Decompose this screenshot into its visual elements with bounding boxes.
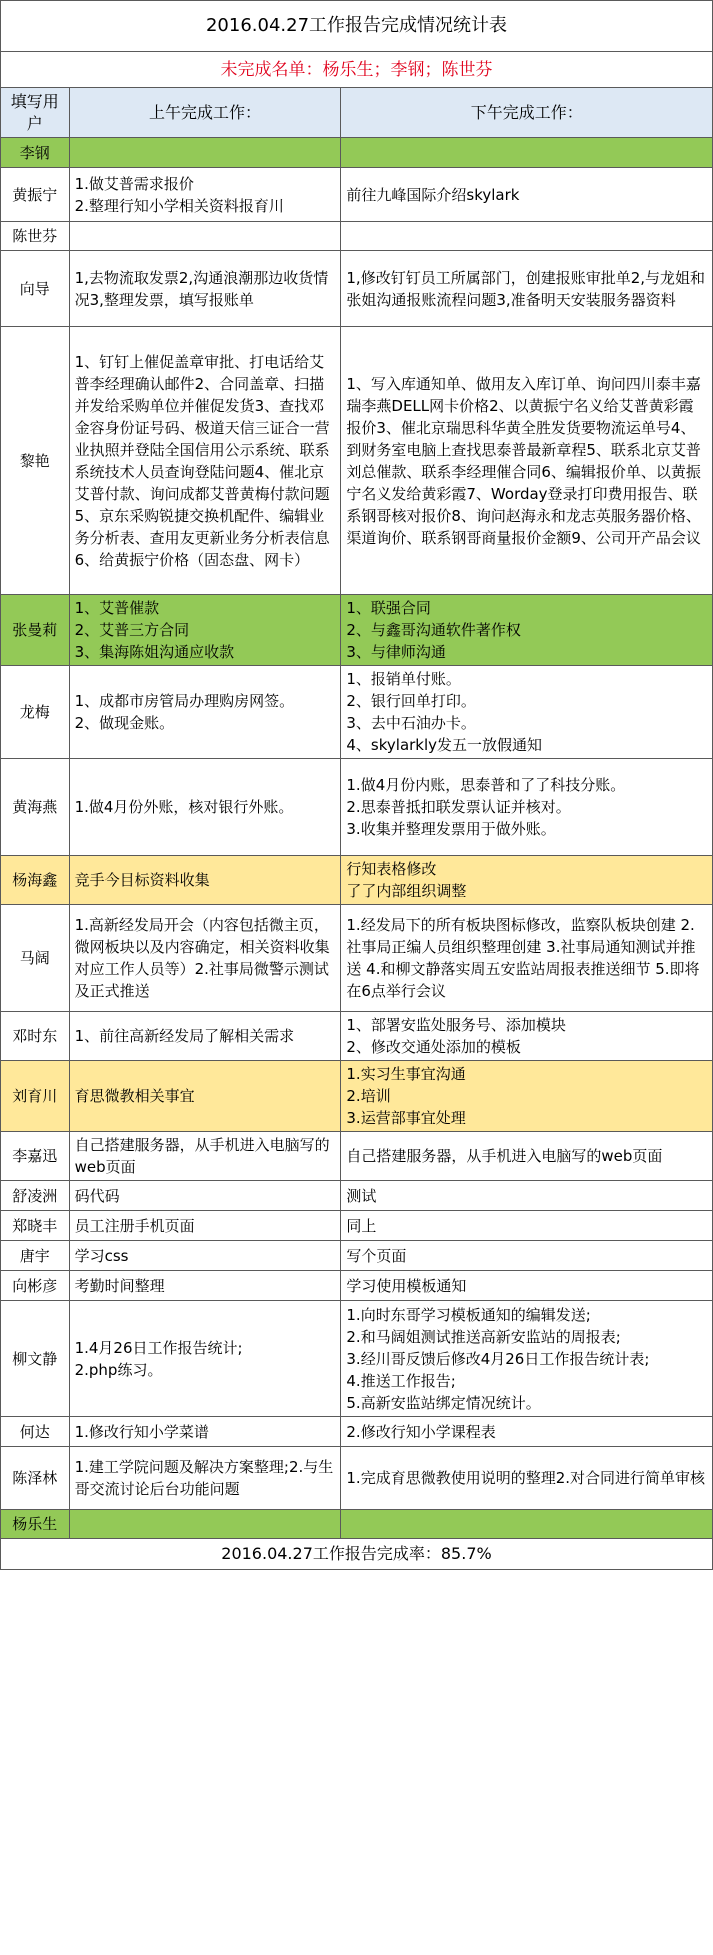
employee-name: 黎艳 [1, 327, 70, 595]
task-line: 2、做现金账。 [74, 714, 175, 732]
morning-tasks [69, 1510, 341, 1539]
task-line: 1、成都市房管局办理购房网签。 [74, 692, 295, 710]
task-line: 4.推送工作报告; [346, 1371, 456, 1390]
task-line: 1.做4月份内账，思泰普和了了科技分账。 [346, 776, 626, 794]
table-row [1, 327, 713, 595]
afternoon-tasks [341, 1447, 713, 1510]
task-line: 学习使用模板通知 [346, 1276, 467, 1295]
header-morning: 上午完成工作： [69, 88, 341, 138]
task-line: 2.整理行知小学相关资料报育川 [74, 196, 284, 215]
task-line: 1、钉钉上催促盖章审批、打电话给艾普李经理确认邮件2、合同盖章、扫描并发给采购单位并催促发货3、查找邓金容身份证号码、极道天信三证合一营业执照并登陆全国信用公示系统、联系系统技术人员查询登陆问题4、催北京艾普付款、询问成都艾普黄梅付款问题5、京东采购锐捷交换机配件、编辑业务分析表、查用友更新业务分析表信息6、给黄振宁价格（固态盘、网卡） [74, 352, 330, 569]
table-row [1, 1510, 713, 1539]
task-line: 2.思泰普抵扣联发票认证并核对。 [346, 798, 571, 816]
task-line: 1.高新经发局开会（内容包括微主页，微网板块以及内容确定，相关资料收集对应工作人员等）2.社事局微警示测试及正式推送 [74, 916, 330, 1000]
afternoon-tasks [341, 1132, 713, 1181]
morning-tasks [69, 759, 341, 856]
task-line: 行知表格修改 [346, 860, 437, 878]
morning-tasks [69, 1132, 341, 1181]
task-line: 3、集海陈姐沟通应收款 [74, 643, 235, 661]
afternoon-tasks [341, 327, 713, 595]
morning-tasks [69, 1061, 341, 1132]
morning-tasks [69, 251, 341, 327]
task-line: 1.修改行知小学菜谱 [74, 1422, 209, 1441]
table-row [1, 666, 713, 759]
task-line: 1、部署安监处服务号、添加模块 [346, 1016, 566, 1034]
morning-tasks [69, 327, 341, 595]
task-line: 2、艾普三方合同 [74, 621, 190, 639]
task-line: 1、艾普催款 [74, 599, 160, 617]
task-line: 4、skylarkly发五一放假通知 [346, 736, 543, 754]
task-line: 1,去物流取发票2,沟通浪潮那边收货情况3,整理发票，填写报账单 [74, 268, 329, 309]
table-row [1, 1012, 713, 1061]
task-line: 3.收集并整理发票用于做外账。 [346, 820, 556, 838]
employee-name: 龙梅 [1, 666, 70, 759]
table-row [1, 1301, 713, 1417]
afternoon-tasks [341, 1181, 713, 1211]
table-row [1, 168, 713, 222]
table-row [1, 1271, 713, 1301]
morning-tasks [69, 222, 341, 251]
task-line: 2、银行回单打印。 [346, 692, 476, 710]
table-row [1, 1447, 713, 1510]
task-line: 3.运营部事宜处理 [346, 1109, 466, 1127]
task-line: 2、修改交通处添加的模板 [346, 1038, 521, 1056]
table-row [1, 1132, 713, 1181]
afternoon-tasks [341, 1271, 713, 1301]
afternoon-tasks [341, 666, 713, 759]
task-line: 测试 [346, 1186, 377, 1205]
task-line: 5.高新安监站绑定情况统计。 [346, 1393, 541, 1412]
afternoon-tasks [341, 1510, 713, 1539]
task-line: 1、报销单付账。 [346, 670, 461, 688]
task-line: 2.php练习。 [74, 1360, 163, 1379]
employee-name: 李钢 [1, 138, 70, 168]
morning-tasks [69, 856, 341, 905]
task-line: 员工注册手机页面 [74, 1216, 195, 1235]
task-line: 3、与律师沟通 [346, 643, 446, 661]
afternoon-tasks [341, 251, 713, 327]
morning-tasks [69, 1012, 341, 1061]
task-line: 2.培训 [346, 1087, 391, 1105]
missing-list: 未完成名单：杨乐生；李钢；陈世芬 [1, 52, 713, 88]
task-line: 了了内部组织调整 [346, 882, 467, 900]
task-line: 码代码 [74, 1186, 120, 1205]
task-line: 前往九峰国际介绍skylark [346, 185, 520, 204]
afternoon-tasks [341, 595, 713, 666]
morning-tasks [69, 595, 341, 666]
employee-name: 杨乐生 [1, 1510, 70, 1539]
afternoon-tasks [341, 759, 713, 856]
table-row [1, 1241, 713, 1271]
table-row [1, 1181, 713, 1211]
task-line: 1,修改钉钉员工所属部门，创建报账审批单2,与龙姐和张姐沟通报账流程问题3,准备明天安装服务器资料 [346, 268, 706, 309]
employee-name: 邓时东 [1, 1012, 70, 1061]
employee-name: 柳文静 [1, 1301, 70, 1417]
report-title: 2016.04.27工作报告完成情况统计表 [1, 1, 713, 52]
employee-name: 唐宇 [1, 1241, 70, 1271]
task-line: 竞手今目标资料收集 [74, 871, 210, 889]
task-line: 2、与鑫哥沟通软件著作权 [346, 621, 521, 639]
task-line: 1、写入库通知单、做用友入库订单、询问四川泰丰嘉瑞李燕DELL网卡价格2、以黄振宁名义给艾普黄彩霞报价3、催北京瑞思科华黄全胜发货要物流运单号4、到财务室电脑上查找思泰普最新章程5、联系北京艾普刘总催款、联系李经理催合同6、编辑报价单、以黄振宁名义发给黄彩霞7、Worday登录打印费用报告、联系钢哥核对报价8、询问赵海永和龙志英服务器价格、渠道询价、联系钢哥商量报价金额9、公司开产品会议 [346, 374, 701, 547]
table-row [1, 759, 713, 856]
task-line: 1.做艾普需求报价 [74, 174, 194, 193]
task-line: 写个页面 [346, 1246, 407, 1265]
header-user: 填写用户 [1, 88, 70, 138]
morning-tasks [69, 1241, 341, 1271]
task-line: 考勤时间整理 [74, 1276, 165, 1295]
employee-name: 向彬彦 [1, 1271, 70, 1301]
morning-tasks [69, 1417, 341, 1447]
afternoon-tasks [341, 138, 713, 168]
task-line: 1.做4月份外账，核对银行外账。 [74, 798, 294, 816]
employee-name: 何达 [1, 1417, 70, 1447]
task-line: 1.经发局下的所有板块图标修改，监察队板块创建 2.社事局正编人员组织整理创建 3.社事局通知测试并推送 4.和柳文静落实周五安监站周报表推送细节 5.即将在6点举行会议 [346, 916, 700, 1000]
table-row [1, 905, 713, 1012]
task-line: 2.修改行知小学课程表 [346, 1422, 496, 1441]
morning-tasks [69, 1447, 341, 1510]
table-row [1, 856, 713, 905]
employee-name: 陈世芬 [1, 222, 70, 251]
task-line: 3、去中石油办卡。 [346, 714, 476, 732]
afternoon-tasks [341, 1241, 713, 1271]
afternoon-tasks [341, 1211, 713, 1241]
afternoon-tasks [341, 1417, 713, 1447]
employee-name: 马阔 [1, 905, 70, 1012]
task-line: 自己搭建服务器，从手机进入电脑写的web页面 [346, 1147, 663, 1165]
employee-name: 刘育川 [1, 1061, 70, 1132]
header-afternoon: 下午完成工作： [341, 88, 713, 138]
morning-tasks [69, 1211, 341, 1241]
morning-tasks [69, 1271, 341, 1301]
table-row [1, 1061, 713, 1132]
task-line: 1.建工学院问题及解决方案整理;2.与生哥交流讨论后台功能问题 [74, 1458, 334, 1498]
morning-tasks [69, 168, 341, 222]
employee-name: 向导 [1, 251, 70, 327]
morning-tasks [69, 1181, 341, 1211]
task-line: 1、联强合同 [346, 599, 431, 617]
afternoon-tasks [341, 905, 713, 1012]
afternoon-tasks [341, 1301, 713, 1417]
employee-name: 舒凌洲 [1, 1181, 70, 1211]
task-line: 2.和马阔姐测试推送高新安监站的周报表; [346, 1327, 621, 1346]
completion-rate: 2016.04.27工作报告完成率：85.7% [1, 1539, 713, 1570]
employee-name: 郑晓丰 [1, 1211, 70, 1241]
afternoon-tasks [341, 1061, 713, 1132]
employee-name: 陈泽林 [1, 1447, 70, 1510]
afternoon-tasks [341, 1012, 713, 1061]
afternoon-tasks [341, 168, 713, 222]
task-line: 3.经川哥反馈后修改4月26日工作报告统计表; [346, 1349, 650, 1368]
task-line: 1.完成育思微教使用说明的整理2.对合同进行简单审核 [346, 1469, 706, 1487]
task-line: 1、前往高新经发局了解相关需求 [74, 1027, 295, 1045]
task-line: 学习css [74, 1246, 129, 1265]
morning-tasks [69, 138, 341, 168]
table-row [1, 1211, 713, 1241]
task-line: 育思微教相关事宜 [74, 1087, 195, 1105]
employee-name: 张曼莉 [1, 595, 70, 666]
task-line: 1.4月26日工作报告统计; [74, 1338, 243, 1357]
employee-name: 黄振宁 [1, 168, 70, 222]
morning-tasks [69, 666, 341, 759]
table-row [1, 1417, 713, 1447]
task-line: 1.向时东哥学习模板通知的编辑发送; [346, 1305, 591, 1324]
table-row [1, 222, 713, 251]
table-row [1, 595, 713, 666]
task-line: 1.实习生事宜沟通 [346, 1065, 466, 1083]
task-line: 同上 [346, 1216, 377, 1235]
task-line: 自己搭建服务器，从手机进入电脑写的web页面 [74, 1136, 330, 1176]
morning-tasks [69, 1301, 341, 1417]
afternoon-tasks [341, 222, 713, 251]
employee-name: 李嘉迅 [1, 1132, 70, 1181]
employee-name: 黄海燕 [1, 759, 70, 856]
afternoon-tasks [341, 856, 713, 905]
employee-name: 杨海鑫 [1, 856, 70, 905]
table-row [1, 251, 713, 327]
table-row [1, 138, 713, 168]
morning-tasks [69, 905, 341, 1012]
